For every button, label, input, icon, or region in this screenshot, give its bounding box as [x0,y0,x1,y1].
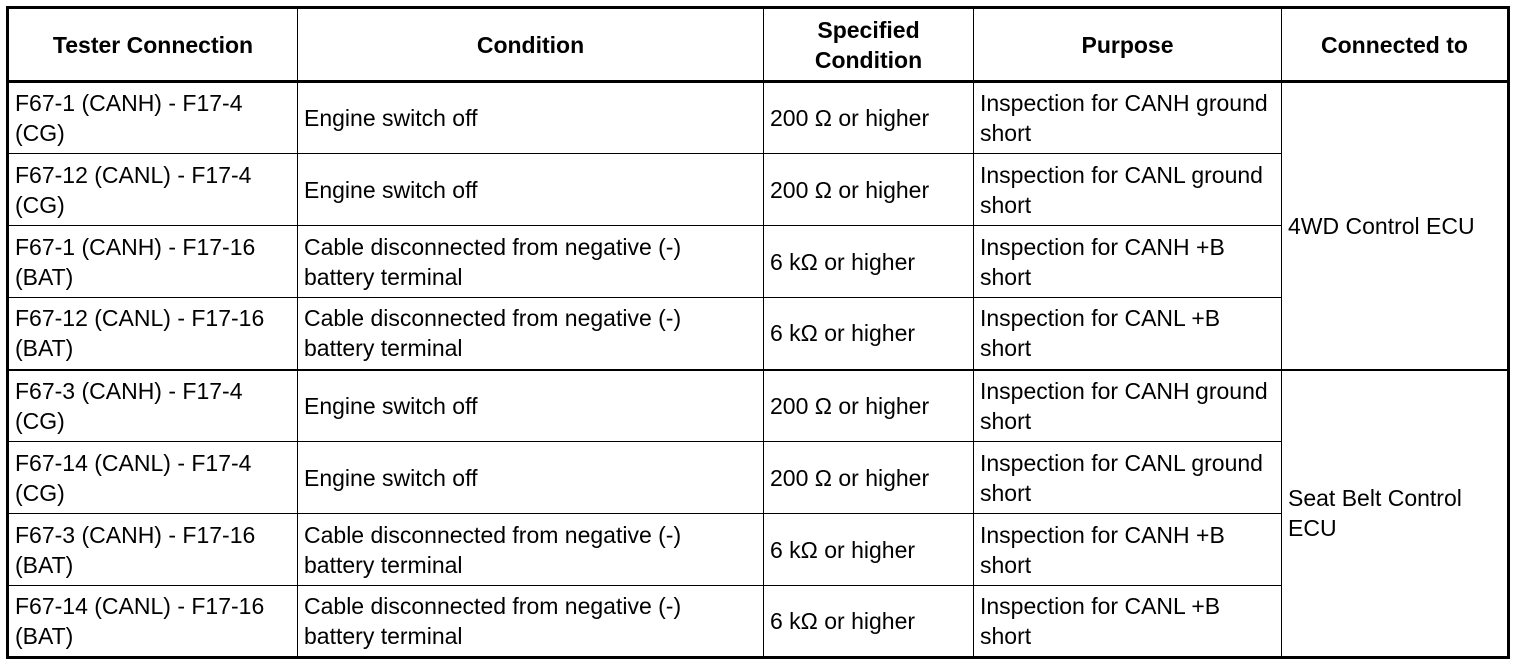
specified-condition-cell: 6 kΩ or higher [764,586,974,658]
header-connected-to: Connected to [1282,8,1509,82]
tester-connection-cell: F67-1 (CANH) - F17-4 (CG) [8,82,298,154]
purpose-cell: Inspection for CANL ground short [974,154,1282,226]
condition-cell: Cable disconnected from negative (-) battery terminal [298,226,764,298]
purpose-cell: Inspection for CANH ground short [974,370,1282,442]
condition-cell: Cable disconnected from negative (-) battery terminal [298,298,764,370]
specified-condition-cell: 200 Ω or higher [764,442,974,514]
condition-cell: Cable disconnected from negative (-) battery terminal [298,586,764,658]
tester-connection-cell: F67-14 (CANL) - F17-16 (BAT) [8,586,298,658]
condition-cell: Engine switch off [298,154,764,226]
table-row [8,82,1509,154]
condition-cell: Cable disconnected from negative (-) battery terminal [298,514,764,586]
purpose-cell: Inspection for CANH ground short [974,82,1282,154]
connected-to-cell: 4WD Control ECU [1282,82,1509,370]
purpose-cell: Inspection for CANH +B short [974,514,1282,586]
table-container [6,6,1510,659]
tester-connection-cell: F67-1 (CANH) - F17-16 (BAT) [8,226,298,298]
tester-connection-cell: F67-12 (CANL) - F17-16 (BAT) [8,298,298,370]
header-purpose: Purpose [974,8,1282,82]
specified-condition-cell: 200 Ω or higher [764,154,974,226]
connected-to-cell: Seat Belt Control ECU [1282,370,1509,658]
specified-condition-cell: 200 Ω or higher [764,82,974,154]
header-condition: Condition [298,8,764,82]
header-row [8,8,1509,82]
purpose-cell: Inspection for CANL +B short [974,298,1282,370]
purpose-cell: Inspection for CANL ground short [974,442,1282,514]
condition-cell: Engine switch off [298,370,764,442]
tester-connection-cell: F67-3 (CANH) - F17-4 (CG) [8,370,298,442]
header-tester-connection: Tester Connection [8,8,298,82]
specified-condition-cell: 6 kΩ or higher [764,298,974,370]
condition-cell: Engine switch off [298,82,764,154]
purpose-cell: Inspection for CANL +B short [974,586,1282,658]
table-row [8,370,1509,442]
inspection-table [6,6,1510,659]
tester-connection-cell: F67-3 (CANH) - F17-16 (BAT) [8,514,298,586]
tester-connection-cell: F67-12 (CANL) - F17-4 (CG) [8,154,298,226]
specified-condition-cell: 6 kΩ or higher [764,226,974,298]
condition-cell: Engine switch off [298,442,764,514]
tester-connection-cell: F67-14 (CANL) - F17-4 (CG) [8,442,298,514]
header-specified-condition: Specified Condition [764,8,974,82]
purpose-cell: Inspection for CANH +B short [974,226,1282,298]
specified-condition-cell: 200 Ω or higher [764,370,974,442]
specified-condition-cell: 6 kΩ or higher [764,514,974,586]
